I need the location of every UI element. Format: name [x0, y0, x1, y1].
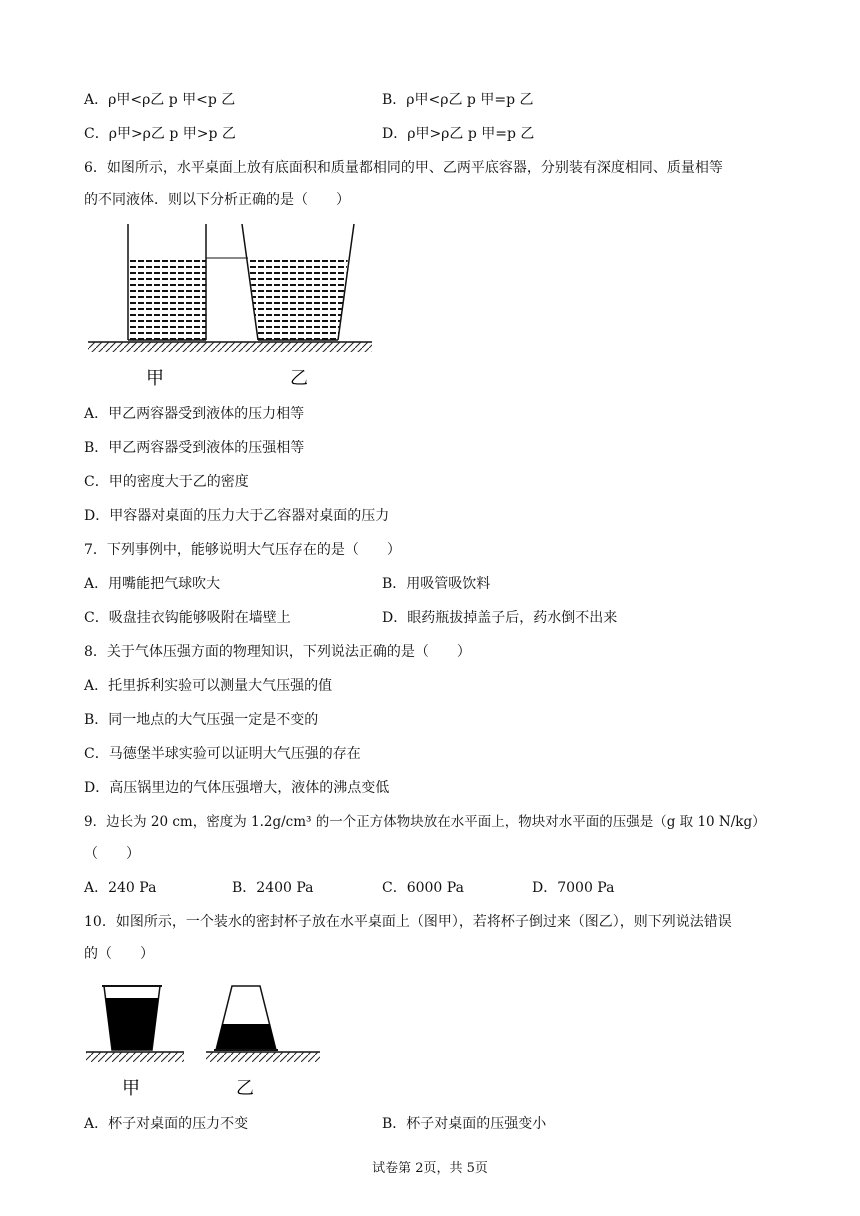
q6-fig-label-yi: 乙: [290, 368, 308, 389]
q10-option-a: A．杯子对桌面的压力不变: [84, 1116, 249, 1132]
q10-stem-line1: 10．如图所示，一个装水的密封杯子放在水平桌面上（图甲），若将杯子倒过来（图乙），则下列说法错误: [84, 914, 732, 930]
q10-option-b: B．杯子对桌面的压强变小: [382, 1116, 547, 1132]
q8-option-d: D．高压锅里边的气体压强增大，液体的沸点变低: [84, 780, 390, 796]
q9-option-b: B．2400 Pa: [232, 880, 314, 896]
q7-stem: 7．下列事例中，能够说明大气压存在的是（ ）: [84, 542, 401, 558]
container-jia-liquid: [128, 258, 206, 340]
q5-option-c: C．ρ甲>ρ乙 p 甲>p 乙: [84, 126, 236, 142]
q9-stem-line2: （ ）: [84, 846, 140, 862]
cup-yi-water: [216, 1024, 276, 1050]
q9-option-d: D．7000 Pa: [532, 880, 615, 896]
q7-option-d: D．眼药瓶拔掉盖子后，药水倒不出来: [382, 610, 618, 626]
q6-fig-label-jia: 甲: [146, 368, 164, 389]
container-yi-liquid: [248, 258, 348, 340]
q10-fig-label-yi: 乙: [236, 1078, 254, 1099]
q6-option-a: A．甲乙两容器受到液体的压力相等: [84, 406, 305, 422]
q10-stem-line2: 的（ ）: [84, 946, 154, 962]
q6-stem-line1: 6．如图所示，水平桌面上放有底面积和质量都相同的甲、乙两平底容器，分别装有深度相同、质量相等: [84, 160, 723, 176]
q7-option-b: B．用吸管吸饮料: [382, 576, 491, 592]
q5-option-a: A．ρ甲<ρ乙 p 甲<p 乙: [84, 92, 236, 108]
q8-option-c: C．马德堡半球实验可以证明大气压强的存在: [84, 746, 361, 762]
q6-option-c: C．甲的密度大于乙的密度: [84, 474, 249, 490]
q6-option-d: D．甲容器对桌面的压力大于乙容器对桌面的压力: [84, 508, 390, 524]
q5-option-d: D．ρ甲>ρ乙 p 甲=p 乙: [382, 126, 535, 142]
q7-option-c: C．吸盘挂衣钩能够吸附在墙壁上: [84, 610, 291, 626]
q10-figure-cups: [84, 978, 334, 1108]
q8-option-a: A．托里拆利实验可以测量大气压强的值: [84, 678, 333, 694]
q6-figure-containers: [82, 222, 382, 392]
q8-option-b: B．同一地点的大气压强一定是不变的: [84, 712, 319, 728]
q6-option-b: B．甲乙两容器受到液体的压强相等: [84, 440, 305, 456]
q9-option-c: C．6000 Pa: [382, 880, 464, 896]
q7-option-a: A．用嘴能把气球吹大: [84, 576, 221, 592]
cup-jia-water: [105, 998, 159, 1050]
q8-stem: 8．关于气体压强方面的物理知识，下列说法正确的是（ ）: [84, 644, 471, 660]
q10-fig-label-jia: 甲: [122, 1078, 140, 1099]
q9-stem-line1: 9．边长为 20 cm，密度为 1.2g/cm³ 的一个正方体物块放在水平面上，物块对水平面的压强是（g 取 10 N/kg）: [84, 814, 766, 830]
q5-option-b: B．ρ甲<ρ乙 p 甲=p 乙: [382, 92, 534, 108]
q9-option-a: A．240 Pa: [84, 880, 157, 896]
page-footer: 试卷第 2页，共 5页: [372, 1161, 488, 1176]
q6-stem-line2: 的不同液体．则以下分析正确的是（ ）: [84, 192, 350, 208]
